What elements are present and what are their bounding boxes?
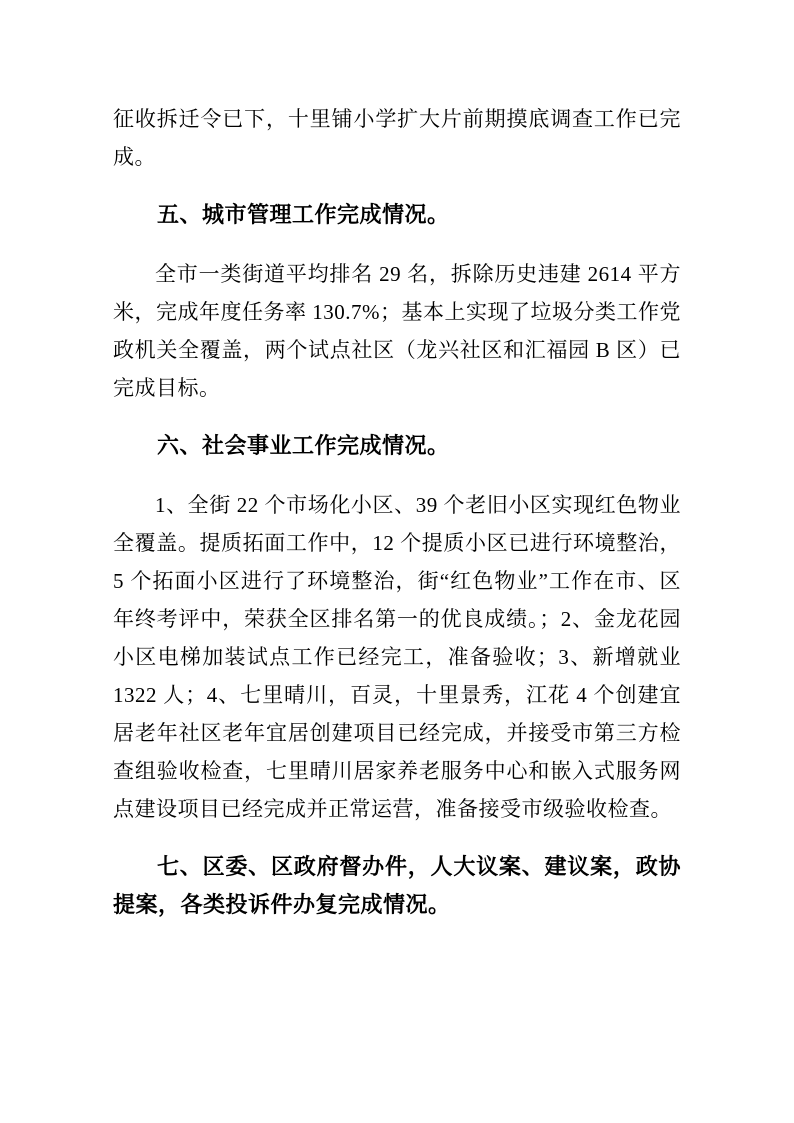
heading-section-7: 七、区委、区政府督办件，人大议案、建议案，政协提案，各类投诉件办复完成情况。 xyxy=(113,854,681,917)
body-section-5: 全市一类街道平均排名 29 名，拆除历史违建 2614 平方米，完成年度任务率 130.7%；基本上实现了垃圾分类工作党政机关全覆盖，两个试点社区（龙兴社区和汇福园 B 区）已完成目标。 xyxy=(113,262,681,400)
heading-section-5: 五、城市管理工作完成情况。 xyxy=(157,202,450,227)
heading-section-6: 六、社会事业工作完成情况。 xyxy=(157,433,450,458)
body-section-6: 1、全街 22 个市场化小区、39 个老旧小区实现红色物业全覆盖。提质拓面工作中，12 个提质小区已进行环境整治，5 个拓面小区进行了环境整治，街“红色物业”工作在市、区年终考评中，荣获全区排名第一的优良成绩。；2、金龙花园小区电梯加装试点工作已经完工，准备验收；3、新增就业 1322 人；4、七里晴川，百灵，十里景秀，江花 4 个创建宜居老年社区老年宜居创建项目已经完成，并接受市第三方检查组验收检查，七里晴川居家养老服务中心和嵌入式服务网点建设项目已经完成并正常运营，准备接受市级验收检查。 xyxy=(113,493,681,821)
paragraph-continuation: 征收拆迁令已下，十里铺小学扩大片前期摸底调查工作已完成。 xyxy=(113,107,681,169)
